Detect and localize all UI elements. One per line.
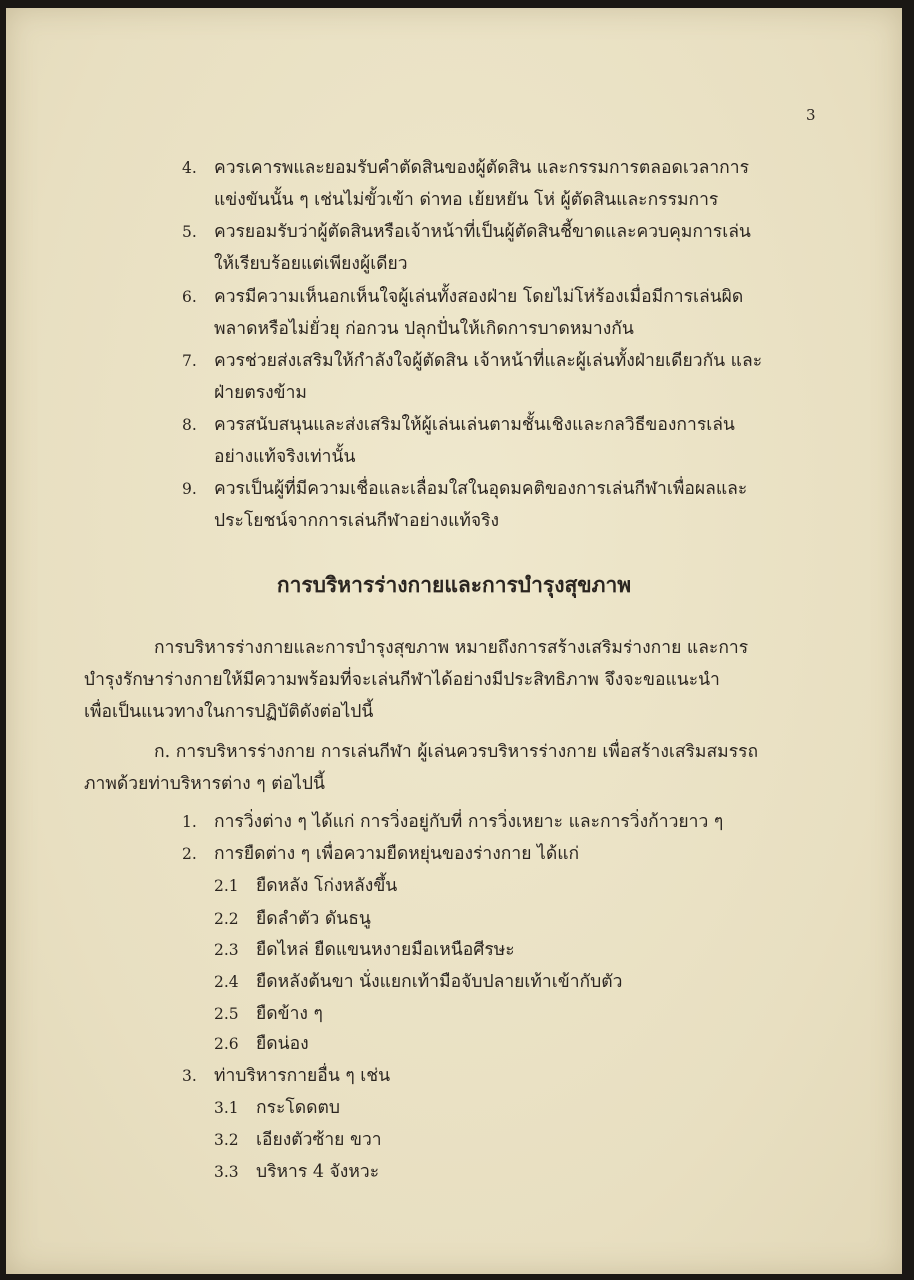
sub-exercise-text: เอียงตัวซ้าย ขวา bbox=[256, 1130, 382, 1150]
conduct-item-line: ประโยชน์จากการเล่นกีฬาอย่างแท้จริง bbox=[214, 511, 500, 531]
sub-exercise-number: 2.4 bbox=[214, 973, 239, 991]
page-number: 3 bbox=[806, 106, 816, 124]
sub-exercise-text: ยืดลำตัว ดันธนู bbox=[256, 909, 371, 929]
conduct-item-number: 7. bbox=[182, 352, 197, 370]
conduct-item-line: พลาดหรือไม่ยั่วยุ ก่อกวน ปลุกปั่นให้เกิดการบาดหมางกัน bbox=[214, 319, 634, 339]
document-page bbox=[6, 8, 902, 1274]
conduct-item-number: 8. bbox=[182, 416, 197, 434]
sub-exercise-number: 3.2 bbox=[214, 1131, 239, 1149]
sub-exercise-text: ยืดไหล่ ยืดแขนหงายมือเหนือศีรษะ bbox=[256, 940, 515, 960]
paragraph-line: ภาพด้วยท่าบริหารต่าง ๆ ต่อไปนี้ bbox=[84, 774, 325, 794]
section-heading: การบริหารร่างกายและการบำรุงสุขภาพ bbox=[276, 572, 632, 597]
conduct-item-line: ควรช่วยส่งเสริมให้กำลังใจผู้ตัดสิน เจ้าหน้าที่และผู้เล่นทั้งฝ่ายเดียวกัน และ bbox=[214, 351, 763, 371]
conduct-item-line: ควรมีความเห็นอกเห็นใจผู้เล่นทั้งสองฝ่าย โดยไม่โห่ร้องเมื่อมีการเล่นผิด bbox=[214, 287, 744, 307]
exercise-number: 3. bbox=[182, 1067, 197, 1085]
sub-exercise-number: 3.1 bbox=[214, 1099, 239, 1117]
sub-exercise-text: ยืดน่อง bbox=[256, 1034, 309, 1054]
exercise-number: 2. bbox=[182, 845, 197, 863]
paragraph-line: เพื่อเป็นแนวทางในการปฏิบัติดังต่อไปนี้ bbox=[84, 702, 374, 722]
sub-exercise-text: ยืดหลัง โก่งหลังขึ้น bbox=[256, 876, 398, 896]
conduct-item-line: แข่งขันนั้น ๆ เช่นไม่ขั้วเข้า ด่าทอ เย้ยหยัน โห่ ผู้ตัดสินและกรรมการ bbox=[214, 190, 719, 210]
sub-exercise-text: ยืดข้าง ๆ bbox=[256, 1004, 323, 1024]
sub-exercise-text: กระโดดตบ bbox=[256, 1098, 340, 1118]
paragraph-line: บำรุงรักษาร่างกายให้มีความพร้อมที่จะเล่นกีฬาได้อย่างมีประสิทธิภาพ จึงจะขอแนะนำ bbox=[84, 670, 720, 690]
exercise-text: ท่าบริหารกายอื่น ๆ เช่น bbox=[214, 1066, 391, 1086]
paragraph-line: ก. การบริหารร่างกาย การเล่นกีฬา ผู้เล่นควรบริหารร่างกาย เพื่อสร้างเสริมสมรรถ bbox=[154, 742, 759, 762]
conduct-item-line: อย่างแท้จริงเท่านั้น bbox=[214, 447, 356, 467]
sub-exercise-number: 2.1 bbox=[214, 877, 239, 895]
paragraph-line: การบริหารร่างกายและการบำรุงสุขภาพ หมายถึงการสร้างเสริมร่างกาย และการ bbox=[154, 638, 749, 658]
conduct-item-line: ให้เรียบร้อยแต่เพียงผู้เดียว bbox=[214, 254, 408, 274]
exercise-text: การยืดต่าง ๆ เพื่อความยืดหยุ่นของร่างกาย ได้แก่ bbox=[214, 844, 580, 864]
conduct-item-number: 4. bbox=[182, 159, 197, 177]
conduct-item-line: ควรสนับสนุนและส่งเสริมให้ผู้เล่นเล่นตามชั้นเชิงและกลวิธีของการเล่น bbox=[214, 415, 735, 435]
conduct-item-line: ฝ่ายตรงข้าม bbox=[214, 383, 307, 403]
sub-exercise-number: 2.5 bbox=[214, 1005, 239, 1023]
conduct-item-number: 6. bbox=[182, 288, 197, 306]
exercise-text: การวิ่งต่าง ๆ ได้แก่ การวิ่งอยู่กับที่ การวิ่งเหยาะ และการวิ่งก้าวยาว ๆ bbox=[214, 812, 724, 832]
sub-exercise-text: ยืดหลังต้นขา นั่งแยกเท้ามือจับปลายเท้าเข้ากับตัว bbox=[256, 972, 623, 992]
conduct-item-line: ควรยอมรับว่าผู้ตัดสินหรือเจ้าหน้าที่เป็นผู้ตัดสินชี้ขาดและควบคุมการเล่น bbox=[214, 222, 751, 242]
sub-exercise-number: 2.2 bbox=[214, 910, 239, 928]
sub-exercise-number: 2.6 bbox=[214, 1035, 239, 1053]
exercise-number: 1. bbox=[182, 813, 197, 831]
sub-exercise-number: 2.3 bbox=[214, 941, 239, 959]
conduct-item-number: 9. bbox=[182, 480, 197, 498]
sub-exercise-text: บริหาร 4 จังหวะ bbox=[256, 1162, 380, 1182]
conduct-item-line: ควรเป็นผู้ที่มีความเชื่อและเลื่อมใสในอุดมคติของการเล่นกีฬาเพื่อผลและ bbox=[214, 479, 748, 499]
sub-exercise-number: 3.3 bbox=[214, 1163, 239, 1181]
conduct-item-line: ควรเคารพและยอมรับคำตัดสินของผู้ตัดสิน และกรรมการตลอดเวลาการ bbox=[214, 158, 750, 178]
conduct-item-number: 5. bbox=[182, 223, 197, 241]
